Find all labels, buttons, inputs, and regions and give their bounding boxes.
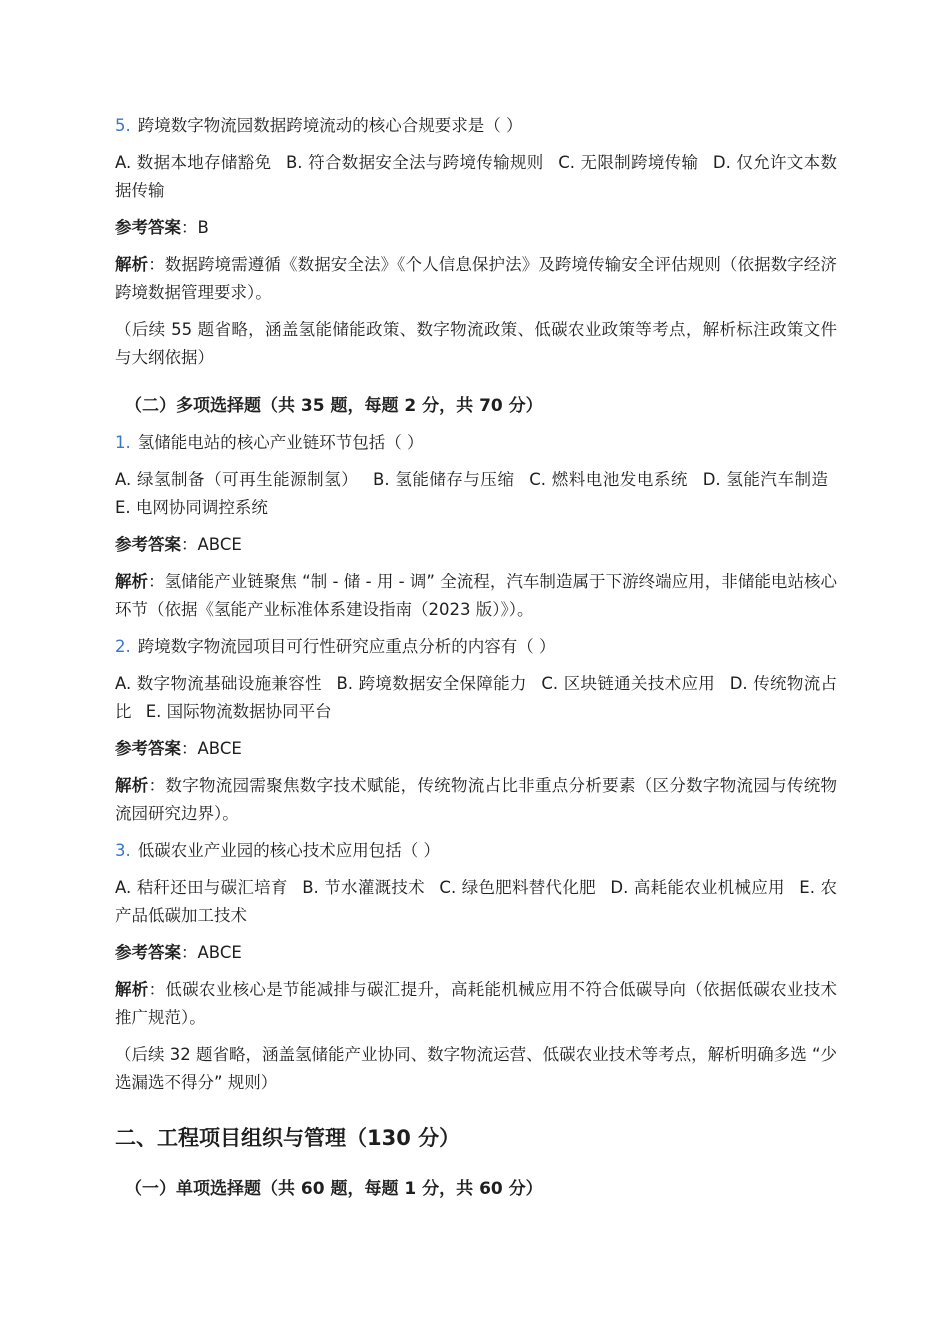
option-a: A. 绿氢制备（可再生能源制氢） — [115, 470, 359, 489]
option-b: B. 氢能储存与压缩 — [373, 470, 515, 489]
question-3 — [115, 837, 837, 865]
question-text: 跨境数字物流园项目可行性研究应重点分析的内容有（ ） — [137, 637, 556, 656]
analysis-text: ：数字物流园需聚焦数字技术赋能，传统物流占比非重点分析要素（区分数字物流园与传统物流园研究边界）。 — [115, 776, 838, 823]
option-b: B. 节水灌溉技术 — [302, 878, 425, 897]
option-c: C. 区块链通关技术应用 — [541, 674, 716, 693]
analysis-text: ：低碳农业核心是节能减排与碳汇提升，高耗能机械应用不符合低碳导向（依据低碳农业技术推广规范）。 — [115, 980, 838, 1027]
options — [115, 670, 837, 726]
analysis — [115, 976, 837, 1032]
option-a: A. 秸秆还田与碳汇培育 — [115, 878, 288, 897]
section-heading: （一）单项选择题（共 60 题，每题 1 分，共 60 分） — [125, 1179, 543, 1199]
analysis — [115, 568, 837, 624]
answer — [115, 939, 837, 967]
option-c: C. 燃料电池发电系统 — [529, 470, 688, 489]
options — [115, 149, 837, 205]
question-text: 氢储能电站的核心产业链环节包括（ ） — [137, 433, 424, 452]
analysis-label: 解析 — [115, 255, 149, 274]
answer — [115, 735, 837, 763]
answer — [115, 214, 837, 242]
answer-value: ：ABCE — [181, 943, 242, 962]
option-d: D. 氢能汽车制造 — [702, 470, 828, 489]
section-heading: （二）多项选择题（共 35 题，每题 2 分，共 70 分） — [125, 396, 543, 416]
omission-note: （后续 32 题省略，涵盖氢储能产业协同、数字物流运营、低碳农业技术等考点，解析明确多选 “少选漏选不得分” 规则） — [115, 1045, 837, 1092]
document-page — [115, 112, 837, 1212]
option-d: D. 传统物流占比 — [115, 674, 838, 721]
question-number: 2. — [115, 637, 131, 656]
option-a: A. 数据本地存储豁免 — [115, 153, 272, 172]
question-5 — [115, 112, 837, 140]
option-c: C. 绿色肥料替代化肥 — [439, 878, 596, 897]
option-e: E. 电网协同调控系统 — [115, 498, 268, 517]
answer — [115, 531, 837, 559]
omission-note: （后续 55 题省略，涵盖氢能储能政策、数字物流政策、低碳农业政策等考点，解析标注政策文件与大纲依据） — [115, 320, 837, 367]
question-number: 3. — [115, 841, 131, 860]
options — [115, 466, 837, 522]
question-text: 跨境数字物流园数据跨境流动的核心合规要求是（ ） — [137, 116, 523, 135]
question-text: 低碳农业产业园的核心技术应用包括（ ） — [137, 841, 440, 860]
question-number: 5. — [115, 116, 131, 135]
analysis-text: ：氢储能产业链聚焦 “制 - 储 - 用 - 调” 全流程，汽车制造属于下游终端应用，非储能电站核心环节（依据《氢能产业标准体系建设指南（2023 版）》）。 — [115, 572, 838, 619]
analysis — [115, 251, 837, 307]
options — [115, 874, 837, 930]
option-e: E. 国际物流数据协同平台 — [145, 702, 332, 721]
answer-label: 参考答案 — [115, 535, 181, 554]
analysis-label: 解析 — [115, 572, 149, 591]
option-d: D. 仅允许文本数据传输 — [115, 153, 838, 200]
option-d: D. 高耗能农业机械应用 — [610, 878, 785, 897]
analysis-text: ：数据跨境需遵循《数据安全法》《个人信息保护法》及跨境传输安全评估规则（依据数字经济跨境数据管理要求）。 — [115, 255, 838, 302]
analysis-label: 解析 — [115, 776, 149, 795]
analysis-label: 解析 — [115, 980, 149, 999]
answer-label: 参考答案 — [115, 739, 181, 758]
answer-value: ：B — [181, 218, 209, 237]
question-number: 1. — [115, 433, 131, 452]
option-e: E. 农产品低碳加工技术 — [115, 878, 837, 925]
option-c: C. 无限制跨境传输 — [558, 153, 699, 172]
part-heading: 二、工程项目组织与管理（130 分） — [115, 1126, 461, 1150]
answer-value: ：ABCE — [181, 739, 242, 758]
option-b: B. 符合数据安全法与跨境传输规则 — [285, 153, 544, 172]
answer-value: ：ABCE — [181, 535, 242, 554]
answer-label: 参考答案 — [115, 218, 181, 237]
analysis — [115, 772, 837, 828]
option-b: B. 跨境数据安全保障能力 — [336, 674, 527, 693]
question-1 — [115, 429, 837, 457]
option-a: A. 数字物流基础设施兼容性 — [115, 674, 322, 693]
question-2 — [115, 633, 837, 661]
answer-label: 参考答案 — [115, 943, 181, 962]
